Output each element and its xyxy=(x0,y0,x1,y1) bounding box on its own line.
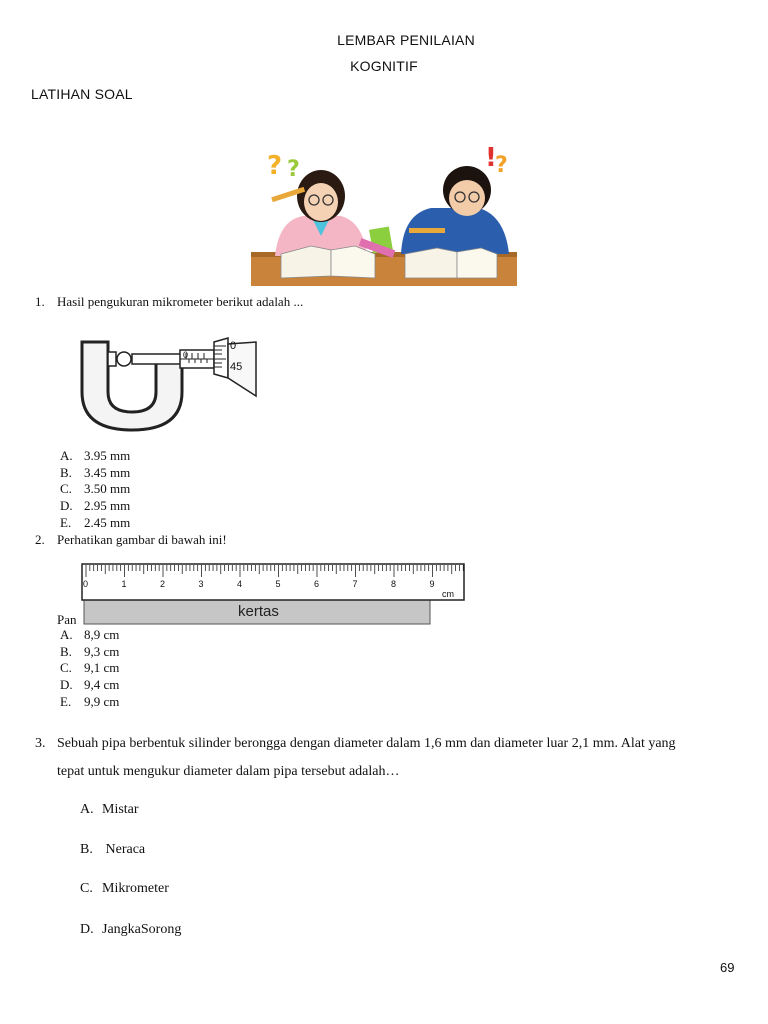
ruler-number: 0 xyxy=(83,579,89,589)
svg-text:?: ? xyxy=(267,151,283,181)
question-3-number: 3. xyxy=(35,736,46,751)
question-2-text: Perhatikan gambar di bawah ini! xyxy=(57,532,227,547)
q3-option-a[interactable]: A. Mistar xyxy=(80,802,139,817)
question-3-text-line2: tepat untuk mengukur diameter dalam pipa tersebut adalah… xyxy=(57,764,400,779)
ruler-number: 5 xyxy=(275,579,281,589)
page-number: 69 xyxy=(720,960,735,975)
ruler-number: 7 xyxy=(352,579,358,589)
q2-option-c[interactable]: C. 9,1 cm xyxy=(60,660,120,676)
micrometer-figure xyxy=(80,334,260,432)
q1-option-c[interactable]: C. 3.50 mm xyxy=(60,481,131,497)
ruler-unit: cm xyxy=(442,589,454,599)
ruler-number: 3 xyxy=(198,579,204,589)
q1-option-b[interactable]: B. 3.45 mm xyxy=(60,464,131,480)
q1-option-d[interactable]: D. 2.95 mm xyxy=(60,498,131,514)
section-heading: LATIHAN SOAL xyxy=(31,86,133,102)
question-2-stem-fragment: Pan xyxy=(57,612,77,627)
ruler-number: 2 xyxy=(160,579,166,589)
question-2-number: 2. xyxy=(35,532,45,547)
q3-option-d[interactable]: D. JangkaSorong xyxy=(80,922,182,937)
ruler-number: 4 xyxy=(237,579,243,589)
svg-text:!: ! xyxy=(485,143,497,173)
q3-option-c[interactable]: C. Mikrometer xyxy=(80,881,169,896)
svg-text:?: ? xyxy=(287,157,300,182)
ruler-number: 8 xyxy=(391,579,397,589)
q2-option-a[interactable]: A. 8,9 cm xyxy=(60,627,120,642)
question-1-text: Hasil pengukuran mikrometer berikut adalah ... xyxy=(57,294,304,309)
paper-label: kertas xyxy=(238,603,279,620)
ruler-number: 6 xyxy=(314,579,320,589)
thimble-label-0: 0 xyxy=(230,340,237,352)
svg-text:0: 0 xyxy=(183,350,189,360)
q2-option-e[interactable]: E. 9,9 cm xyxy=(60,693,120,709)
q2-option-d[interactable]: D. 9,4 cm xyxy=(60,677,120,693)
ruler-number: 1 xyxy=(121,579,127,589)
q1-option-e[interactable]: E. 2.45 mm xyxy=(60,514,131,530)
students-illustration xyxy=(251,136,517,286)
page-title: LEMBAR PENILAIAN xyxy=(337,32,475,48)
ruler-number: 9 xyxy=(429,579,435,589)
page-subtitle: KOGNITIF xyxy=(350,58,418,74)
q1-option-a[interactable]: A. 3.95 mm xyxy=(60,448,131,463)
question-1-number: 1. xyxy=(35,294,45,309)
ruler-figure xyxy=(80,562,466,626)
svg-text:?: ? xyxy=(495,153,508,178)
question-3-text-line1: Sebuah pipa berbentuk silinder berongga dengan diameter dalam 1,6 mm dan diameter luar 2,1 mm. Alat yang xyxy=(57,736,676,751)
q3-option-b[interactable]: B. Neraca xyxy=(80,842,146,857)
q2-option-b[interactable]: B. 9,3 cm xyxy=(60,643,120,659)
thimble-label-45: 45 xyxy=(230,361,243,373)
